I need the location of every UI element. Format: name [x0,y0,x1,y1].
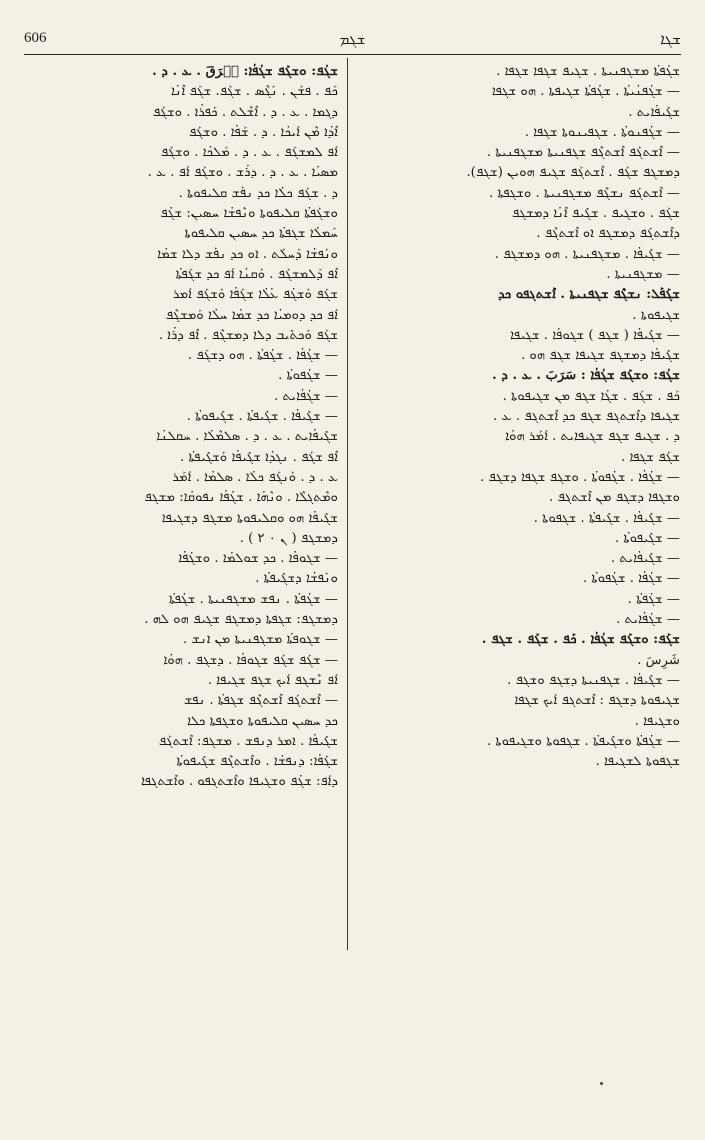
entry-line: ܫܓܰܦ ܘܰܟܬܺܝܒ ܕܠܐ ܕܡܫܓܶܦ . ܐܶܦ ܕܪܳܐ . [158,327,338,343]
running-title-center: ܫܓܡ [339,30,366,48]
entry-line: — ܫܓܳܦܳܐ . ܫܓܳܦܘܬܳܐ . [583,571,680,587]
entry-line: ܕܐܶܫܬܓܰܦ ܕܡܫܓܦ ܐܘ ܐܶܫܬܓܶܦ . [536,226,680,242]
entry-line: ܚܰܡܠܳܐ ܫܓܦܬܳܐ ܟܕ ܚܣܝܢ ܩܠܝܦܘܬܐ [184,226,338,242]
entry-line: — ܫܓܳܦܳܐ . ܫܓܳܦܘܬܳܐ . ܘܫܓܦ ܫܓܦܐ ܕܫܓܦ . [479,469,680,485]
entry-line: ܫܓܰܦܳܐ: ܕܢܦܫܳܐ . ܘܐܶܫܬܓܶܦ ܫܓܺܝܦܘܬܳܐ [176,754,338,770]
entry-line: ܘܢܰܦܫܳܐ ܕܰܚܠܰܬ . ܐܘ ܟܕ ܢܦܰܫ ܕܠܐ ܫܡܳܐ [157,246,338,262]
entry-line: — ܫܓܳܦܘܬܳܐ . [278,368,338,384]
entry-line: ܫܓܺܝܦܳܐܝܬ . [628,104,680,120]
entry-line: ܕܐܰܦ: ܫܓܳܦ ܘܫܓܝܦܐ ܘܐܶܫܬܓܦܘ . ܘܐܶܫܬܓܦܐ [140,774,338,790]
entry-headword-line: ܫܓܳܦ: ܘܫܓܰܦ ܫܓܳܦܳܐ: ܫَرَقَ . ܥ . ܕ . [152,64,338,79]
entry-line: — ܫܓܳܦܢܘܬܳܐ . ܫܓܦܝܢܘܬܐ ܫܓܦܐ . [524,124,680,140]
entry-line: ܐܰܦ ܟܕ ܕܘܡܝܳܐ ܟܕ ܫܡܳܐ ܚܠܳܐ ܘܰܡܫܓܶܦ [165,307,338,323]
entry-line: شَرِسَ . [637,652,680,668]
entry-line: — ܫܓܳܦܬܳܐ ܘܫܓܺܝܦܬܳܐ . ܫܓܦܘܬܐ ܘܫܓܝܦܘܬܐ . [487,733,680,749]
entry-line: — ܫܓܺܝܦܳܐ ( ܫܓܦ ) ܫܓܘܦܳܐ . ܫܓܝܦܐ [510,327,680,343]
entry-line: — ܫܓܘܦܬܳܐ ܡܫܓܦܢܝܬܐ ܡܢ ܐܢܫ . [183,632,338,648]
entry-line: ܫܓܰܦ ܘܰܫܓܳܦ ܥܳܠܳܐ ܫܓܰܦܳܐ ܘܰܫܓܰܦ ܐܰܡܪ [172,287,338,303]
entry-line: ܐܰܦ ܢܶܫܓܦ ܐܰܝܟ ܫܓܦ ܫܓܝܦܐ . [207,672,338,688]
entry-line: — ܐܶܫܬܓܰܦ ܐܶܫܬܓܶܦ ܫܓܦܬܳܐ . ܢܦܫ [183,693,338,709]
right-column [356,62,680,772]
header-rule [24,54,681,55]
entry-line: — ܫܓܳܦܳܐܝܬ . [274,388,338,404]
entry-line: ܕ . ܫܓܝܦ ܫܓܦ ܫܓܝܦܐܝܬ . ܐܰܡܰܪ ܗܘܳܐ [505,429,680,445]
left-column [24,62,338,793]
entry-line: — ܫܓܺܝܦܳܐ . ܡܫܓܦܢܝܬܐ . ܗܘ ܕܡܫܓܦ . [494,246,680,262]
page-number: 606 [24,30,47,46]
entry-line: ܟܕ ܚܣܝܢ ܩܠܝܦܘܬܐ ܘܫܓܦܬܐ ܟܠܐ [187,713,338,729]
entry-line: ܕܡܫܓܦ: ܫܓܦܬܐ ܕܡܫܓܦ ܫܓܝܦ ܗܘ ܠܗ . [144,612,338,628]
entry-line: ܐܰܦ ܠܡܫܓܰܦ . ܥ . ܕ . ܡܰܠܟܳܐ . ܘܫܓܰܦ [160,145,338,161]
entry-line: ܟܰܦ . ܦܫܰܢ . ܢܰܓܶܣ . ܫܓܰܦ. ܫܓܰܦ ܐܶܢܳܐ [170,84,338,100]
entry-line: ܐܶܦ ܫܓܰܦ . ܢܓܕܳܐ ܫܓܺܝܦܳܐ ܘܰܫܓܺܝܦܬܳܐ . [179,449,338,465]
entry-line: — ܫܓܰܦ ܫܓܰܦ ܫܓܘܦܳܐ . ܕܫܓܦ . ܗܘܳܐ [163,652,338,668]
entry-line: ܡܣܝܳܐ . ܥ . ܕ . ܕܪܰܫ . ܘܫܓܰܦ ܐܰܦ . ܥ . [147,165,338,181]
column-divider [347,58,348,950]
entry-line: ܫܓܺܝܦܳܐ . ܐܡܪ ܕܢܦܫ . ܡܫܓܦ: ܐܶܫܬܓܰܦ [158,733,338,749]
entry-line: ܘܡܶܬܓܠܶܐ . ܘܢܶܗܳܐ . ܫܓܳܦܳܐ ܢܦܘܩܳܐ: ܡܫܓܦ [144,490,338,506]
entry-line: ܘܫܓܰܦܬܳܐ ܩܠܝܦܘܬܐ ܘܢܶܦܫܳܐ ܚܣܝܢ: ܫܓܳܦ [160,206,338,222]
entry-line: — ܫܓܺܝܦܳܐ . ܫܓܺܝܦܬܳܐ . ܫܓܦܘܬܐ . [533,510,680,526]
entry-line: — ܫܓܺܝܦܘܬܳܐ . [615,530,680,546]
entry-line: ܫܓܦܘܬܐ ܠܫܓܝܦܐ . [595,754,680,770]
entry-line: — ܫܓܳܦܬܳܐ . ܢܦܫ ܡܫܓܦܢܝܬܐ . ܫܓܳܦܬܳܐ [168,591,338,607]
entry-line: — ܫܓܳܦܳܐ . ܫܓܳܦܬܳܐ . ܗܘ ܕܫܓܰܦ . [187,348,338,364]
entry-line: — ܫܓܳܦܢܳܝܬܳܐ . ܫܓܳܦܬܳܐ ܫܓܝܦܬܐ . ܗܘ ܫܓܦܐ [491,84,680,100]
entry-headword-line: ܫܓܳܦ: ܘܫܓܰܦ ܫܓܳܦܳܐ : سَرَبَ . ܥ . ܕ . [492,368,680,384]
entry-line: — ܫܓܺܝܦܳܐ . ܫܓܺܝܦܬܳܐ . ܫܓܺܝܦܘܬܳܐ . [186,409,338,425]
entry-line: ܫܓܝܦܘܬܐ . [632,307,680,323]
entry-line: ܘܫܓܦܐ ܕܫܓܦ ܡܢ ܐܶܫܬܓܦ . [549,490,680,506]
entry-line: ܕܓܡܐ . ܥ . ܕ . ܐܶܫܶܠܬ . ܟܰܦܪܳܐ . ܘܫܓܰܦ [152,104,338,120]
entry-line: ܫܓܰܦ . ܘܫܓܝܦ . ܫܓܺܝܦ ܐܶܢܳܐ ܕܡܫܓܦ [511,206,680,222]
entry-line: ܫܓܺܝܦܳܐܝܬ . ܥ . ܕ . ܣܠܡܶܠܳܐ . ܚܩܠܢܳܐ [156,429,338,445]
entry-line: ܫܓܺܝܦܳܐ ܕܡܫܓܦ ܫܓܝܦܐ ܫܓܦ ܗܘ . [521,348,680,364]
entry-line: ܥ . ܕ . ܘܰܢܓܰܦ ܟܠܳܐ . ܣܠܡܳܐ . ܐܰܡܰܪ [172,469,338,485]
entry-line: ܕ . ܫܓܰܦ ܟܠܳܐ ܟܕ ܢܦܰܫ ܩܠܝܦܘܬܐ . [178,185,338,201]
entry-line: ܟܰܦ . ܫܓܰܦ . ܫܓܳܐ ܫܓܦ ܡܢ ܫܓܝܦܘܬܐ . [502,388,680,404]
entry-line: — ܫܓܘܦܳܐ . ܟܕ ܫܘܠܡܳܐ . ܘܫܓܳܦܳܐ [178,551,338,567]
entry-line: ܘܫܓܝܦܐ . [634,713,680,729]
entry-line: ܫܓܳܦܬܳܐ ܡܫܓܦܢܝܬܐ . ܫܓܝܦ ܫܓܦܐ ܫܓܦܐ . [496,64,680,79]
entry-line: — ܫܓܳܦܳܐܝܬ . [616,612,680,628]
entry-line: — ܫܓܺܝܦܳܐ . ܫܓܦܢܝܬܐ ܕܫܓܦ ܘܫܓܦ . [507,672,680,688]
entry-line: ܘܢܰܦܫܳܐ ܕܫܓܺܝܦܬܳܐ . [255,571,338,587]
entry-line: — ܐܶܫܬܓܰܦ ܢܫܓܶܦ ܡܫܓܦܢܝܬܐ . ܘܫܓܦܬܐ . [489,185,680,201]
page-header [24,30,681,52]
entry-line: — ܫܓܺܝܦܳܐܝܬ . [611,551,680,567]
entry-line: ܐܶܦ ܕܰܠܡܫܓܰܦ . ܘܰܩܢܳܐ ܐܰܦ ܟܕ ܫܓܰܦܬܳܐ [175,266,338,282]
entry-line: — ܐܶܫܬܓܰܦ ܐܶܫܬܓܶܦ ܫܓܦܢܝܬܐ ܡܫܓܦܢܝܬܐ . [486,145,680,161]
running-title-right: ܫܓܐ [660,30,681,48]
entry-line: ܐܶܕܳܐ ܡܶܢ ܐܰܝܟܳܐ . ܕ . ܫܰܦܳܐ . ܘܫܓܰܦ [188,124,338,140]
page-mark [600,1082,603,1085]
entry-line: ܫܓܰܦ ܫܓܦܐ . [621,449,680,465]
entry-line: — ܡܫܓܦܢܝܬܐ . [606,266,680,282]
entry-headword-line: ܫܓܰܦ: ܘܫܓܰܦ ܫܓܳܦܳܐ . ܟܰܦ . ܫܓܰܦ . ܫܓܦ . [481,632,680,648]
entry-line: ܕܡܫܓܦ ( ܢ ٠ ٢ ) . [239,530,338,546]
entry-line: ܫܓܝܦܘܬܐ ܕܫܓܦ : ܐܶܫܬܓܦ ܐܰܝܟ ܫܓܦܐ [514,693,680,709]
entry-line: — ܫܓܳܦܬܳܐ . [627,591,680,607]
entry-line: ܫܓܝܦܐ ܕܐܶܫܬܓܦ ܫܓܦ ܟܕ ܐܶܫܬܓܦ . ܥ . [493,409,680,425]
entry-line: ܕܡܫܓܦ ܫܓܰܦ . ܐܶܫܬܓܰܦ ܫܓܝܦ ܗܘܝܢ (ܫܓܦ). [466,165,680,181]
entry-headword-line: ܫܓܰܦܰܠ: ܢܫܓܶܦ ܫܓܦܢܝܬܐ . ܐܶܫܬܓܦܘ ܟܕ [498,287,680,303]
entry-line: ܫܓܺܝܦܳܐ ܗܘ ܘܩܠܝܦܘܬܐ ܡܫܓܦ ܕܫܓܝܦܐ [161,510,338,526]
